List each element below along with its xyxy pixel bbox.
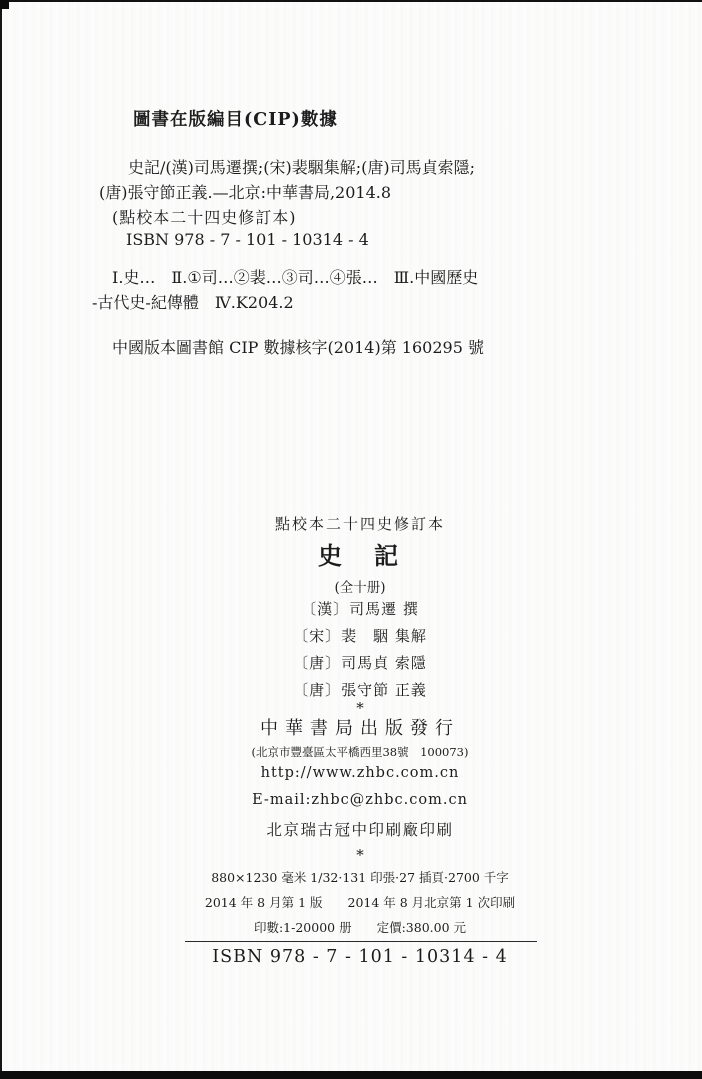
publisher-email: E-mail:zhbc@zhbc.com.cn xyxy=(252,792,468,808)
publisher-address: (北京市豐臺區太平橋西里38號 100073) xyxy=(251,745,469,759)
printer-name: 北京瑞古冠中印刷廠印刷 xyxy=(266,821,454,839)
scan-edge-left xyxy=(0,0,2,1079)
cip-record-number: 中國版本圖書館 CIP 數據核字(2014)第 160295 號 xyxy=(112,338,484,357)
divider-star: * xyxy=(356,699,364,717)
publisher-name: 中華書局出版發行 xyxy=(260,718,460,739)
cip-classification-line-2: -古代史-紀傳體 Ⅳ.K204.2 xyxy=(92,293,294,312)
cip-entry-line-2: (唐)張守節正義.—北京:中華書局,2014.8 xyxy=(99,183,392,202)
divider-star: * xyxy=(356,846,364,864)
edition-line: 2014 年 8 月第 1 版 2014 年 8 月北京第 1 次印刷 xyxy=(204,895,516,910)
isbn-bottom: ISBN 978 - 7 - 101 - 10314 - 4 xyxy=(212,947,508,967)
scan-edge-bottom xyxy=(0,1071,702,1079)
scan-edge-top xyxy=(0,0,702,2)
cip-isbn: ISBN 978 - 7 - 101 - 10314 - 4 xyxy=(126,230,369,249)
series-title: 點校本二十四史修訂本 xyxy=(274,515,445,533)
cip-header: 圖書在版編目(CIP)數據 xyxy=(133,110,338,130)
author-line: 〔宋〕裴 駰 集解 xyxy=(293,627,427,645)
author-line: 〔漢〕司馬遷 撰 xyxy=(301,600,419,618)
cip-entry-line-1: 史記/(漢)司馬遷撰;(宋)裴駰集解;(唐)司馬貞索隱; xyxy=(128,158,476,177)
isbn-divider-rule xyxy=(185,941,537,942)
publisher-website: http://www.zhbc.com.cn xyxy=(260,765,460,781)
author-line: 〔唐〕張守節 正義 xyxy=(293,681,427,699)
book-title: 史 記 xyxy=(318,541,402,570)
author-line: 〔唐〕司馬貞 索隱 xyxy=(293,654,427,672)
cip-classification-line-1: Ⅰ.史… Ⅱ.①司…②裴…③司…④張… Ⅲ.中國歷史 xyxy=(112,268,479,287)
cip-series-note: (點校本二十四史修訂本) xyxy=(112,208,297,227)
print-run-line: 印數:1-20000 册 定價:380.00 元 xyxy=(253,920,467,935)
volume-note: (全十册) xyxy=(334,580,386,596)
scan-corner-mark xyxy=(0,0,9,9)
format-spec-line: 880×1230 毫米 1/32·131 印張·27 插頁·2700 千字 xyxy=(211,870,509,885)
